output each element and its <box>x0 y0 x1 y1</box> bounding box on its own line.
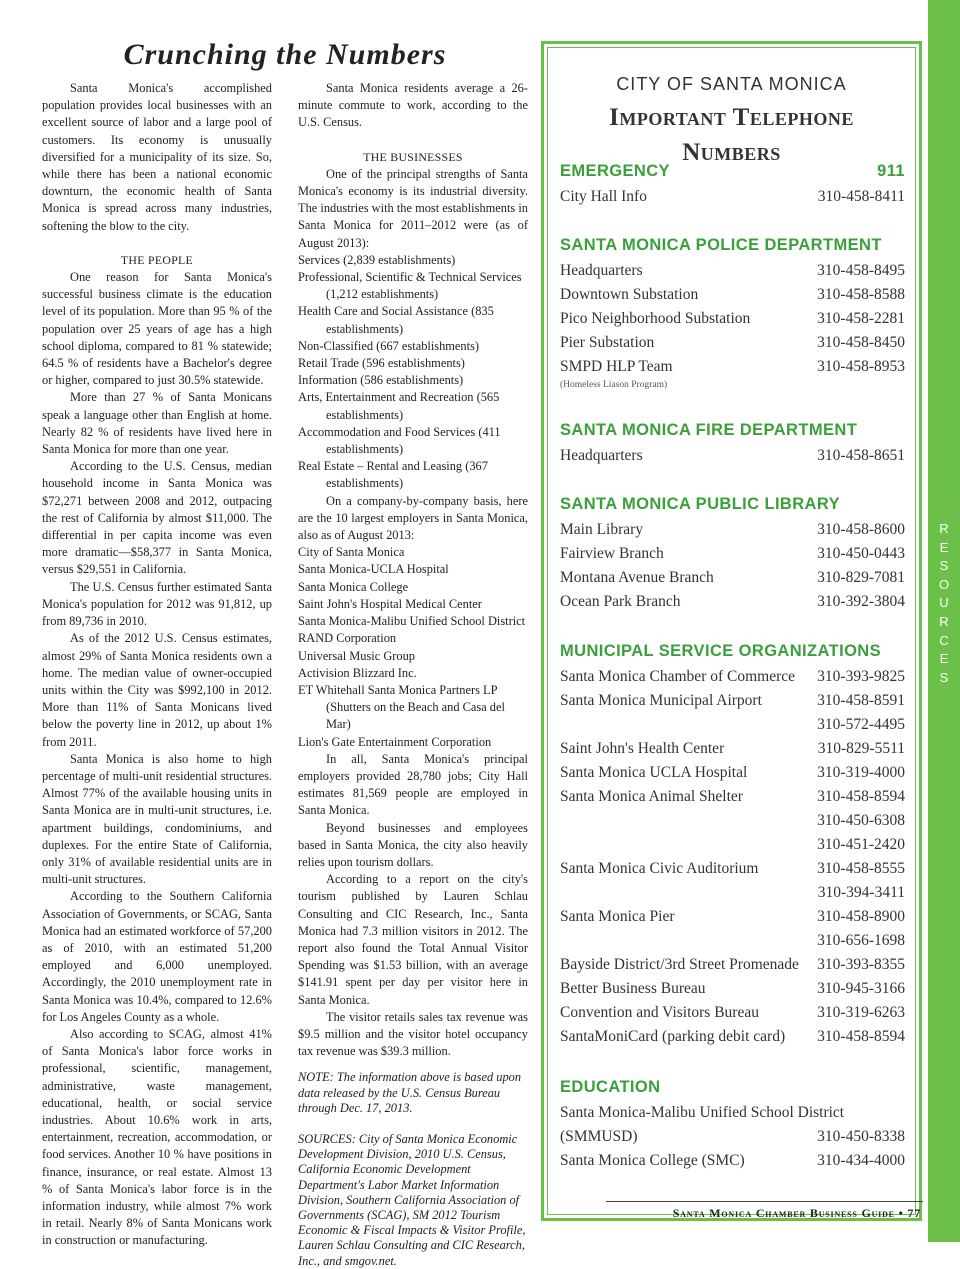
employer-item: RAND Corporation <box>298 631 397 646</box>
paragraph: According to the Southern California Association of Governments, or SCAG, Santa Monica had an estimated workforce of 57,200 as of 2010, with an estimated 51,200 employed and 6,000 unemployed. Accordingly, the 2010 unemployment rate in Santa Monica was 10.4%, compared to 12.6% for Los Angeles County as a whole. <box>42 889 272 1024</box>
paragraph: One reason for Santa Monica's successful business climate is the education level of its population. More than 95 % of the population over 25 years of age has a high school diploma, compared to 81 % statewide; 64.5 % of residents have a Bachelor's degree or higher, compared to just 30.5% statewide. <box>42 270 272 388</box>
employer-item: Santa Monica College <box>298 579 409 594</box>
employer-item: Universal Music Group <box>298 648 416 663</box>
paragraph: More than 27 % of Santa Monicans speak a language other than English at home. Nearly 82 % of residents have lived here in Santa Monica for more than one year. <box>42 390 272 457</box>
emergency-heading: EMERGENCY 911 <box>560 162 905 180</box>
page-title: Crunching the Numbers <box>123 38 447 71</box>
fire-heading: SANTA MONICA FIRE DEPARTMENT <box>560 421 858 439</box>
employer-item: Lion's Gate Entertainment Corporation <box>298 734 492 749</box>
industry-item: Professional, Scientific & Technical Services (1,212 establishments) <box>298 270 522 302</box>
industry-item: Health Care and Social Assistance (835 establishments) <box>298 304 494 336</box>
section-heading: THE BUSINESSES <box>363 149 463 164</box>
industry-item: Retail Trade (596 establishments) <box>298 356 465 371</box>
paragraph: Also according to SCAG, almost 41% of Santa Monica's labor force works in professional, scientific, management, administrative, waste management, educational, health, or social service industries. About 10.6% work in arts, entertainment, recreation, accommodation, or food services. Another 10 % have positions in finance, insurance, or real estate. Almost 13 % of Santa Monica's labor force is in the information industry, while almost 7% work in retail. Nearly 8% of Santa Monicans work in construction or manufacturing. <box>42 1026 272 1248</box>
box-city-label: CITY OF SANTA MONICA <box>616 74 847 94</box>
industry-item: Services (2,839 establishments) <box>298 252 456 267</box>
industry-item: Arts, Entertainment and Recreation (565 establishments) <box>298 390 500 422</box>
library-heading: SANTA MONICA PUBLIC LIBRARY <box>560 495 840 513</box>
police-heading: SANTA MONICA POLICE DEPARTMENT <box>560 236 882 254</box>
paragraph: On a company-by-company basis, here are the 10 largest employers in Santa Monica, also as of August 2013: <box>298 493 528 543</box>
industry-item: Real Estate – Rental and Leasing (367 establishments) <box>298 459 488 491</box>
paragraph: As of the 2012 U.S. Census estimates, almost 29% of Santa Monica residents own a home. The median value of owner-occupied units within the City was $992,100 in 2012. More than 11% of Santa Monicans lived below the poverty line in 2012, up about 1% from 2011. <box>42 631 272 749</box>
education-heading: EDUCATION <box>560 1078 661 1096</box>
paragraph: The U.S. Census further estimated Santa Monica's population for 2012 was 91,812, up from 89,736 in 2010. <box>42 579 272 629</box>
employer-item: Activision Blizzard Inc. <box>298 665 417 680</box>
paragraph: Beyond businesses and employees based in Santa Monica, the city also heavily relies upon tourism dollars. <box>298 820 528 869</box>
sources: SOURCES: City of Santa Monica Economic Development Division, 2010 U.S. Census, California Economic Development Department's Labor Market Information Division, Southern California Association of Governments (SCAG), SM 2012 Tourism Economic & Fiscal Impacts & Visitor Profile, Lauren Schlau Consulting and CIC Research, Inc., and smgov.net. <box>298 1131 526 1268</box>
industry-item: Accommodation and Food Services (411 establishments) <box>298 424 501 457</box>
paragraph: According to a report on the city's tourism published by Lauren Schlau Consulting and CIC Research, Inc., Santa Monica had 7.3 million visitors in 2012. The report also found the Total Annual Visitor Spending was $1.53 billion, with an average $141.91 spent per day per visitor here in Santa Monica. <box>298 872 528 1007</box>
paragraph: In all, Santa Monica's principal employers provided 28,780 jobs; City Hall estimates 81,569 people are employed in Santa Monica. <box>298 751 528 818</box>
page-footer: Santa Monica Chamber Business Guide • 77 <box>672 1206 921 1220</box>
paragraph: The visitor retails sales tax revenue was $9.5 million and the visitor hotel occupancy tax revenue was $39.3 million. <box>298 1009 528 1059</box>
side-tab <box>928 0 960 1242</box>
paragraph: One of the principal strengths of Santa Monica's economy is its industrial diversity. The industries with the most establishments in Santa Monica for 2011–2012 were (as of August 2013): <box>298 166 528 250</box>
footer-rule <box>606 1201 923 1202</box>
section-heading: THE PEOPLE <box>120 252 194 267</box>
employer-item: Santa Monica-Malibu Unified School District <box>298 614 526 629</box>
paragraph: Santa Monica's accomplished population provides local businesses with an excellent source of labor and a large pool of customers. Its economy is unusually diversified for a municipality of its size. So, while there has been a national economic downturn, the economic health of Santa Monica is spread across many industries, softening the blow to the city. <box>42 81 272 233</box>
employer-item: City of Santa Monica <box>298 545 405 560</box>
industry-item: Non-Classified (667 establishments) <box>298 338 480 353</box>
box-title: Important Telephone Numbers <box>609 104 854 166</box>
note: NOTE: The information above is based upon data released by the U.S. Census Bureau through Dec. 17, 2013. <box>298 1070 522 1115</box>
telephone-numbers-box: CITY OF SANTA MONICA Important Telephone Numbers EMERGENCY 911 City Hall Info 310-458-8411 SANTA MONICA POLICE DEPARTMENT Headquarters 310-458-8495 Downtown Substation 310-458-8588 Pico Neighborhood Substation 310-458-2281 Pier Substation 310-458-8450 SMPD HLP Team 310-458-8953 (Homeless Liason Program) SANTA MONICA FIRE DEPARTMENT Headquarters 310-458-8651 SANTA MONICA PUBLIC LIBRARY Main Library 310-458-8600 Fairview Branch 310-450-0443 Montana Avenue Branch 310-829-7081 Ocean Park Branch 310-392-3804 MUNICIPAL SERVICE ORGANIZATIONS Santa Monica Chamber of Commerce 310-393-9825 Santa Monica Municipal Airport 310-458-8591 310-572-4495 Saint John's Health Center 310-829-5511 Santa Monica UCLA Hospital 310-319-4000 Santa Monica Animal Shelter 310-458-8594 310-450-6308 310-451-2420 Santa Monica Civic Auditorium 310-458-8555 310-394-3411 Santa Monica Pier 310-458-8900 310-656-1698 Bayside District/3rd Street Promenade 310-393-8355 Better Business Bureau 310-945-3166 Convention and Visitors Bureau 310-319-6263 SantaMoniCard (parking debit card) 310-458-8594 EDUCATION Santa Monica-Malibu Unified School District (SMMUSD) 310-450-8338 Santa Monica College (SMC) 310-434-4000 <box>541 41 922 1221</box>
industry-item: Information (586 establishments) <box>298 373 464 388</box>
paragraph: According to the U.S. Census, median household income in Santa Monica was $72,271 between 2008 and 2012, outpacing the rest of California by almost $11,000. The differential in per capita income was even more dramatic—$58,377 in Santa Monica, versus $29,551 in California. <box>42 459 272 577</box>
article-column-1 <box>42 80 272 1250</box>
side-tab-label: R E S O U R C E S <box>938 521 950 685</box>
municipal-heading: MUNICIPAL SERVICE ORGANIZATIONS <box>560 642 882 660</box>
employer-item: Santa Monica-UCLA Hospital <box>298 562 449 577</box>
article-column-2 <box>298 80 528 1269</box>
employer-item: Saint John's Hospital Medical Center <box>298 596 482 611</box>
paragraph: Santa Monica is also home to high percentage of multi-unit residential structures. Almost 77% of the available housing units in Santa Monica are in multi-unit structures, i.e. apartment buildings, condominiums, and duplexes. For the entire State of California, only 31% of available residential units are in multi-unit structures. <box>42 751 272 887</box>
paragraph: Santa Monica residents average a 26-minute commute to work, according to the U.S. Census. <box>298 81 528 130</box>
employer-item: ET Whitehall Santa Monica Partners LP (Shutters on the Beach and Casa del Mar) <box>298 682 505 732</box>
